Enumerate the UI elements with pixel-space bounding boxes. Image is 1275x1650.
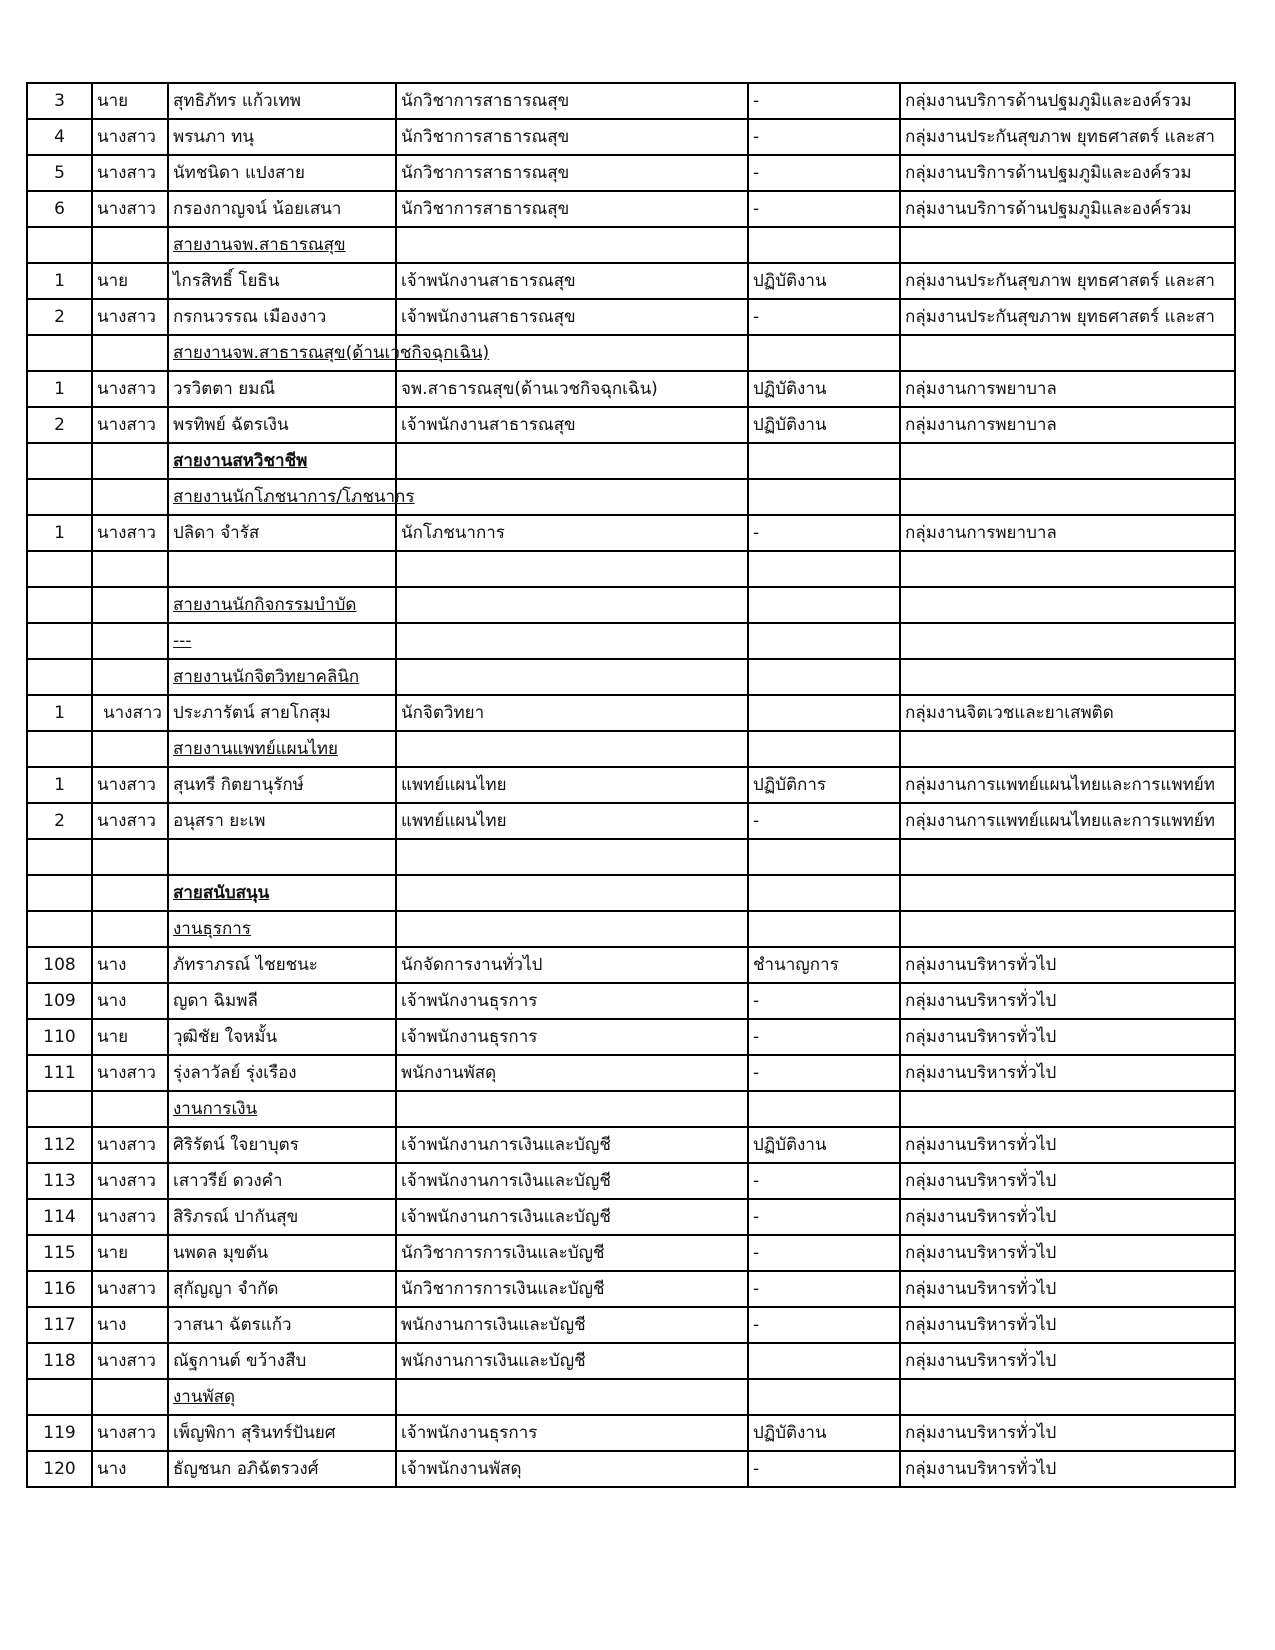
row-number: 1 <box>27 371 92 407</box>
cell-dept <box>900 335 1235 371</box>
section-header-row <box>27 875 1235 911</box>
position-level: - <box>748 1451 900 1487</box>
position-level: - <box>748 299 900 335</box>
cell-name <box>168 839 396 875</box>
table-row <box>27 1055 1235 1091</box>
section-title: งานธุรการ <box>173 919 251 939</box>
table-row <box>27 83 1235 119</box>
section-title: สายงานนักกิจกรรมบำบัด <box>173 595 357 615</box>
cell-no <box>27 1091 92 1127</box>
department: กลุ่มงานประกันสุขภาพ ยุทธศาสตร์ และสา <box>900 299 1235 335</box>
row-number: 111 <box>27 1055 92 1091</box>
cell-position <box>396 1091 748 1127</box>
cell-no <box>27 731 92 767</box>
table-row <box>27 155 1235 191</box>
department: กลุ่มงานบริหารทั่วไป <box>900 1343 1235 1379</box>
section-header-row <box>27 443 1235 479</box>
cell-dept <box>900 911 1235 947</box>
position-title: นักวิชาการสาธารณสุข <box>396 191 748 227</box>
cell-name <box>168 623 396 659</box>
department: กลุ่มงานบริหารทั่วไป <box>900 1415 1235 1451</box>
position-title: จพ.สาธารณสุข(ด้านเวชกิจฉุกเฉิน) <box>396 371 748 407</box>
section-header-row <box>27 911 1235 947</box>
person-name: วุฒิชัย ใจหมั้น <box>168 1019 396 1055</box>
position-title: เจ้าพนักงานสาธารณสุข <box>396 263 748 299</box>
person-name: ประภารัตน์ สายโกสุม <box>168 695 396 731</box>
table-row <box>27 1235 1235 1271</box>
section-title: สายงานแพทย์แผนไทย <box>173 739 338 759</box>
table-row <box>27 1019 1235 1055</box>
cell-dept <box>900 731 1235 767</box>
section-title: สายงานนักจิตวิทยาคลินิก <box>173 667 360 687</box>
position-level: - <box>748 1271 900 1307</box>
position-level: ปฏิบัติการ <box>748 767 900 803</box>
position-title: พนักงานพัสดุ <box>396 1055 748 1091</box>
position-level: - <box>748 983 900 1019</box>
cell-no <box>27 911 92 947</box>
cell-level <box>748 659 900 695</box>
person-name: ธัญชนก อภิฉัตรวงศ์ <box>168 1451 396 1487</box>
cell-position <box>396 839 748 875</box>
section-title: สายงานนักโภชนาการ/โภชนากร <box>173 487 415 507</box>
cell-dept <box>900 875 1235 911</box>
position-title: เจ้าพนักงานสาธารณสุข <box>396 407 748 443</box>
row-number: 1 <box>27 767 92 803</box>
row-number: 108 <box>27 947 92 983</box>
name-prefix: นางสาว <box>92 371 168 407</box>
position-title: เจ้าพนักงานธุรการ <box>396 1019 748 1055</box>
position-level: - <box>748 119 900 155</box>
name-prefix: นางสาว <box>92 1199 168 1235</box>
cell-dept <box>900 1091 1235 1127</box>
cell-name <box>168 587 396 623</box>
cell-position <box>396 479 748 515</box>
person-name: เสาวรีย์ ดวงคำ <box>168 1163 396 1199</box>
cell-level <box>748 731 900 767</box>
cell-title <box>92 335 168 371</box>
table-row <box>27 407 1235 443</box>
cell-no <box>27 1379 92 1415</box>
section-header-row <box>27 551 1235 587</box>
position-level: ปฏิบัติงาน <box>748 263 900 299</box>
cell-name <box>168 911 396 947</box>
position-title: นักวิชาการการเงินและบัญชี <box>396 1235 748 1271</box>
row-number: 2 <box>27 407 92 443</box>
cell-name <box>168 227 396 263</box>
cell-level <box>748 335 900 371</box>
cell-position <box>396 1379 748 1415</box>
row-number: 1 <box>27 515 92 551</box>
position-level <box>748 1343 900 1379</box>
cell-title <box>92 659 168 695</box>
row-number: 110 <box>27 1019 92 1055</box>
department: กลุ่มงานบริการด้านปฐมภูมิและองค์รวม <box>900 83 1235 119</box>
section-header-row <box>27 335 1235 371</box>
cell-level <box>748 551 900 587</box>
department: กลุ่มงานประกันสุขภาพ ยุทธศาสตร์ และสา <box>900 263 1235 299</box>
position-title: นักโภชนาการ <box>396 515 748 551</box>
department: กลุ่มงานบริหารทั่วไป <box>900 983 1235 1019</box>
cell-title <box>92 227 168 263</box>
section-title: งานพัสดุ <box>173 1387 236 1407</box>
cell-dept <box>900 587 1235 623</box>
person-name: สุทธิภัทร แก้วเทพ <box>168 83 396 119</box>
cell-level <box>748 1379 900 1415</box>
name-prefix: นาย <box>92 83 168 119</box>
name-prefix: นางสาว <box>92 1415 168 1451</box>
name-prefix: นาย <box>92 1235 168 1271</box>
table-row <box>27 119 1235 155</box>
cell-level <box>748 839 900 875</box>
department: กลุ่มงานการแพทย์แผนไทยและการแพทย์ท <box>900 803 1235 839</box>
department: กลุ่มงานบริหารทั่วไป <box>900 1127 1235 1163</box>
table-row <box>27 1415 1235 1451</box>
cell-level <box>748 911 900 947</box>
row-number: 119 <box>27 1415 92 1451</box>
cell-title <box>92 875 168 911</box>
row-number: 117 <box>27 1307 92 1343</box>
department: กลุ่มงานการพยาบาล <box>900 371 1235 407</box>
staff-roster-table <box>26 82 1236 1488</box>
cell-level <box>748 1091 900 1127</box>
position-title: เจ้าพนักงานการเงินและบัญชี <box>396 1199 748 1235</box>
section-header-row <box>27 659 1235 695</box>
position-level: ปฏิบัติงาน <box>748 407 900 443</box>
section-title: สายงานสหวิชาชีพ <box>173 451 308 471</box>
row-number: 114 <box>27 1199 92 1235</box>
person-name: ณัฐกานต์ ขว้างสืบ <box>168 1343 396 1379</box>
row-number: 113 <box>27 1163 92 1199</box>
position-level <box>748 695 900 731</box>
name-prefix: นางสาว <box>92 767 168 803</box>
cell-no <box>27 335 92 371</box>
position-title: นักวิชาการสาธารณสุข <box>396 155 748 191</box>
section-header-row <box>27 839 1235 875</box>
roster-body <box>27 83 1235 1487</box>
person-name: กรกนวรรณ เมืองงาว <box>168 299 396 335</box>
person-name: วรวิตตา ยมณี <box>168 371 396 407</box>
cell-dept <box>900 839 1235 875</box>
cell-title <box>92 731 168 767</box>
name-prefix: นางสาว <box>92 803 168 839</box>
position-level: - <box>748 803 900 839</box>
position-title: เจ้าพนักงานพัสดุ <box>396 1451 748 1487</box>
table-row <box>27 1271 1235 1307</box>
cell-position <box>396 443 748 479</box>
section-title: สายงานจพ.สาธารณสุข(ด้านเวชกิจฉุกเฉิน) <box>173 343 490 363</box>
staff-roster-sheet <box>26 82 1234 1488</box>
cell-position <box>396 731 748 767</box>
cell-position <box>396 659 748 695</box>
cell-name <box>168 443 396 479</box>
cell-level <box>748 227 900 263</box>
cell-name <box>168 1379 396 1415</box>
department: กลุ่มงานบริหารทั่วไป <box>900 1199 1235 1235</box>
section-header-row <box>27 479 1235 515</box>
section-title: งานการเงิน <box>173 1099 258 1119</box>
cell-dept <box>900 659 1235 695</box>
cell-no <box>27 479 92 515</box>
position-level: ชำนาญการ <box>748 947 900 983</box>
section-header-row <box>27 1091 1235 1127</box>
name-prefix: นาย <box>92 263 168 299</box>
cell-title <box>92 587 168 623</box>
name-prefix: นางสาว <box>92 1055 168 1091</box>
person-name: ศิริรัตน์ ใจยาบุตร <box>168 1127 396 1163</box>
person-name: นพดล มุขตัน <box>168 1235 396 1271</box>
cell-name <box>168 551 396 587</box>
cell-level <box>748 623 900 659</box>
cell-level <box>748 479 900 515</box>
person-name: ภัทราภรณ์ ไชยชนะ <box>168 947 396 983</box>
department: กลุ่มงานจิตเวชและยาเสพติด <box>900 695 1235 731</box>
section-header-row <box>27 1379 1235 1415</box>
name-prefix: นางสาว <box>92 1343 168 1379</box>
name-prefix: นางสาว <box>92 299 168 335</box>
person-name: วาสนา ฉัตรแก้ว <box>168 1307 396 1343</box>
cell-title <box>92 443 168 479</box>
cell-position <box>396 551 748 587</box>
cell-title <box>92 1379 168 1415</box>
position-title: แพทย์แผนไทย <box>396 767 748 803</box>
position-title: เจ้าพนักงานการเงินและบัญชี <box>396 1163 748 1199</box>
table-row <box>27 515 1235 551</box>
position-title: แพทย์แผนไทย <box>396 803 748 839</box>
name-prefix: นางสาว <box>92 695 168 731</box>
department: กลุ่มงานบริหารทั่วไป <box>900 1019 1235 1055</box>
department: กลุ่มงานบริหารทั่วไป <box>900 1271 1235 1307</box>
cell-no <box>27 659 92 695</box>
person-name: ปลิดา จำรัส <box>168 515 396 551</box>
name-prefix: นาง <box>92 947 168 983</box>
table-row <box>27 1451 1235 1487</box>
position-title: เจ้าพนักงานธุรการ <box>396 1415 748 1451</box>
person-name: รุ่งลาวัลย์ รุ่งเรือง <box>168 1055 396 1091</box>
cell-title <box>92 551 168 587</box>
position-title: พนักงานการเงินและบัญชี <box>396 1343 748 1379</box>
table-row <box>27 1127 1235 1163</box>
department: กลุ่มงานบริการด้านปฐมภูมิและองค์รวม <box>900 191 1235 227</box>
name-prefix: นางสาว <box>92 1127 168 1163</box>
cell-no <box>27 227 92 263</box>
person-name: กรองกาญจน์ น้อยเสนา <box>168 191 396 227</box>
position-title: นักจัดการงานทั่วไป <box>396 947 748 983</box>
department: กลุ่มงานการพยาบาล <box>900 515 1235 551</box>
position-title: เจ้าพนักงานธุรการ <box>396 983 748 1019</box>
position-level: - <box>748 83 900 119</box>
row-number: 3 <box>27 83 92 119</box>
cell-dept <box>900 623 1235 659</box>
department: กลุ่มงานบริหารทั่วไป <box>900 1055 1235 1091</box>
position-level: ปฏิบัติงาน <box>748 1415 900 1451</box>
person-name: พรนภา ทนุ <box>168 119 396 155</box>
row-number: 115 <box>27 1235 92 1271</box>
name-prefix: นางสาว <box>92 1163 168 1199</box>
table-row <box>27 767 1235 803</box>
section-title: สายสนับสนุน <box>173 883 270 903</box>
cell-position <box>396 587 748 623</box>
table-row <box>27 947 1235 983</box>
cell-title <box>92 1091 168 1127</box>
position-title: นักจิตวิทยา <box>396 695 748 731</box>
cell-dept <box>900 551 1235 587</box>
table-row <box>27 983 1235 1019</box>
person-name: สุนทรี กิตยานุรักษ์ <box>168 767 396 803</box>
cell-position <box>396 623 748 659</box>
person-name: สิริภรณ์ ปากันสุข <box>168 1199 396 1235</box>
cell-name <box>168 731 396 767</box>
cell-position <box>396 911 748 947</box>
table-row <box>27 299 1235 335</box>
name-prefix: นาง <box>92 1307 168 1343</box>
position-title: เจ้าพนักงานสาธารณสุข <box>396 299 748 335</box>
position-level: - <box>748 515 900 551</box>
table-row <box>27 191 1235 227</box>
position-title: นักวิชาการสาธารณสุข <box>396 119 748 155</box>
position-level: - <box>748 1163 900 1199</box>
position-level: - <box>748 191 900 227</box>
cell-dept <box>900 227 1235 263</box>
department: กลุ่มงานบริหารทั่วไป <box>900 1451 1235 1487</box>
table-row <box>27 803 1235 839</box>
position-title: นักวิชาการสาธารณสุข <box>396 83 748 119</box>
name-prefix: นางสาว <box>92 407 168 443</box>
section-header-row <box>27 587 1235 623</box>
section-header-row <box>27 227 1235 263</box>
cell-name <box>168 659 396 695</box>
row-number: 109 <box>27 983 92 1019</box>
row-number: 6 <box>27 191 92 227</box>
cell-position <box>396 875 748 911</box>
cell-no <box>27 587 92 623</box>
name-prefix: นาย <box>92 1019 168 1055</box>
department: กลุ่มงานบริหารทั่วไป <box>900 947 1235 983</box>
section-title: สายงานจพ.สาธารณสุข <box>173 235 346 255</box>
cell-no <box>27 875 92 911</box>
cell-position <box>396 227 748 263</box>
person-name: ญดา ฉิมพลี <box>168 983 396 1019</box>
cell-name <box>168 875 396 911</box>
person-name: ไกรสิทธิ์ โยธิน <box>168 263 396 299</box>
position-level: ปฏิบัติงาน <box>748 371 900 407</box>
position-title: นักวิชาการการเงินและบัญชี <box>396 1271 748 1307</box>
cell-no <box>27 443 92 479</box>
department: กลุ่มงานประกันสุขภาพ ยุทธศาสตร์ และสา <box>900 119 1235 155</box>
department: กลุ่มงานบริหารทั่วไป <box>900 1307 1235 1343</box>
position-level: - <box>748 1307 900 1343</box>
position-level: - <box>748 1019 900 1055</box>
cell-name <box>168 335 490 371</box>
person-name: นัทชนิดา แปงสาย <box>168 155 396 191</box>
position-title: เจ้าพนักงานการเงินและบัญชี <box>396 1127 748 1163</box>
position-level: - <box>748 1199 900 1235</box>
section-header-row <box>27 731 1235 767</box>
row-number: 120 <box>27 1451 92 1487</box>
table-row <box>27 1199 1235 1235</box>
cell-dept <box>900 443 1235 479</box>
department: กลุ่มงานบริการด้านปฐมภูมิและองค์รวม <box>900 155 1235 191</box>
cell-no <box>27 839 92 875</box>
row-number: 116 <box>27 1271 92 1307</box>
row-number: 2 <box>27 299 92 335</box>
department: กลุ่มงานการพยาบาล <box>900 407 1235 443</box>
position-level: - <box>748 155 900 191</box>
table-row <box>27 371 1235 407</box>
cell-name <box>168 479 415 515</box>
name-prefix: นาง <box>92 1451 168 1487</box>
name-prefix: นางสาว <box>92 155 168 191</box>
position-title: พนักงานการเงินและบัญชี <box>396 1307 748 1343</box>
person-name: พรทิพย์ ฉัตรเงิน <box>168 407 396 443</box>
cell-title <box>92 911 168 947</box>
table-row <box>27 1343 1235 1379</box>
row-number: 5 <box>27 155 92 191</box>
row-number: 1 <box>27 695 92 731</box>
department: กลุ่มงานบริหารทั่วไป <box>900 1235 1235 1271</box>
cell-no <box>27 551 92 587</box>
cell-dept <box>900 1379 1235 1415</box>
person-name: อนุสรา ยะเพ <box>168 803 396 839</box>
name-prefix: นางสาว <box>92 119 168 155</box>
person-name: สุกัญญา จำกัด <box>168 1271 396 1307</box>
name-prefix: นางสาว <box>92 1271 168 1307</box>
cell-dept <box>900 479 1235 515</box>
position-level: - <box>748 1055 900 1091</box>
name-prefix: นาง <box>92 983 168 1019</box>
section-header-row <box>27 623 1235 659</box>
name-prefix: นางสาว <box>92 515 168 551</box>
table-row <box>27 695 1235 731</box>
table-row <box>27 1307 1235 1343</box>
cell-level <box>748 875 900 911</box>
person-name: เพ็ญพิกา สุรินทร์ปันยศ <box>168 1415 396 1451</box>
cell-level <box>748 443 900 479</box>
position-level: - <box>748 1235 900 1271</box>
department: กลุ่มงานบริหารทั่วไป <box>900 1163 1235 1199</box>
position-level: ปฏิบัติงาน <box>748 1127 900 1163</box>
cell-level <box>748 587 900 623</box>
row-number: 4 <box>27 119 92 155</box>
cell-no <box>27 623 92 659</box>
row-number: 1 <box>27 263 92 299</box>
row-number: 112 <box>27 1127 92 1163</box>
table-row <box>27 1163 1235 1199</box>
section-title: --- <box>173 631 192 651</box>
row-number: 2 <box>27 803 92 839</box>
cell-title <box>92 839 168 875</box>
name-prefix: นางสาว <box>92 191 168 227</box>
cell-title <box>92 479 168 515</box>
cell-name <box>168 1091 396 1127</box>
row-number: 118 <box>27 1343 92 1379</box>
cell-title <box>92 623 168 659</box>
department: กลุ่มงานการแพทย์แผนไทยและการแพทย์ท <box>900 767 1235 803</box>
table-row <box>27 263 1235 299</box>
